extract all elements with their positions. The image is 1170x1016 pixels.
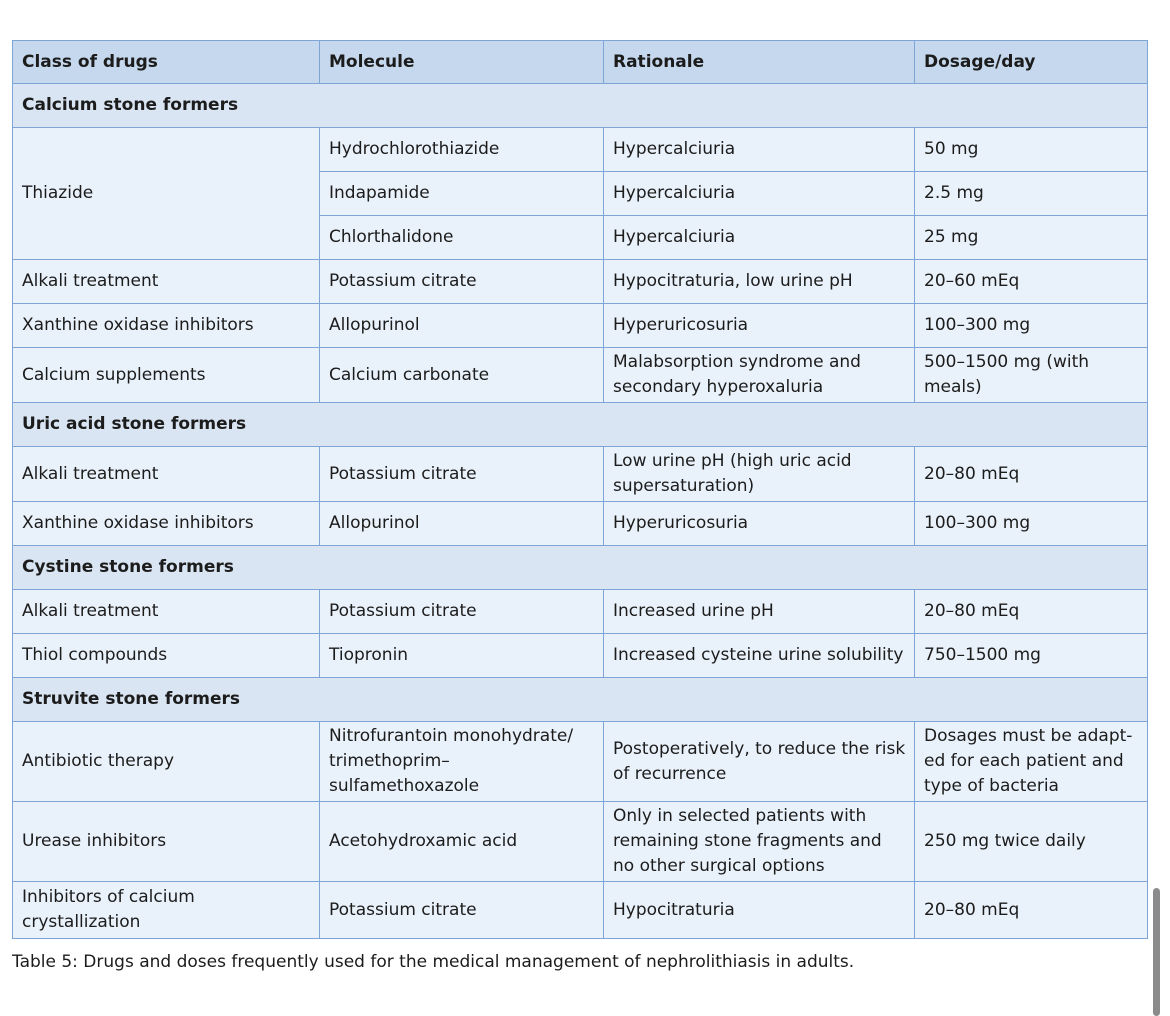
dosage-cell: Dosages must be adapt-ed for each patient and type of bacteria [915, 722, 1148, 802]
dosage-cell: 20–80 mEq [915, 447, 1148, 502]
table-row [13, 260, 1148, 304]
drug-class-cell: Thiol compounds [13, 634, 320, 678]
table-row [13, 882, 1148, 939]
dosage-cell: 250 mg twice daily [915, 802, 1148, 882]
rationale-cell: Low urine pH (high uric acid supersaturation) [604, 447, 915, 502]
drug-class-cell: Xanthine oxidase inhibitors [13, 502, 320, 546]
table-row [13, 802, 1148, 882]
table-row [13, 447, 1148, 502]
table-row [13, 502, 1148, 546]
section-row [13, 403, 1148, 447]
drug-class-cell: Inhibitors of calcium crystallization [13, 882, 320, 939]
section-title: Cystine stone formers [13, 546, 1148, 590]
dosage-cell: 100–300 mg [915, 502, 1148, 546]
dosage-cell: 2.5 mg [915, 172, 1148, 216]
rationale-cell: Only in selected patients with remaining stone fragments and no other surgical options [604, 802, 915, 882]
drug-class-cell: Alkali treatment [13, 447, 320, 502]
dosage-cell: 500–1500 mg (with meals) [915, 348, 1148, 403]
drug-class-cell: Thiazide [13, 128, 320, 260]
molecule-cell: Allopurinol [320, 502, 604, 546]
rationale-cell: Hypocitraturia [604, 882, 915, 939]
drug-class-cell: Alkali treatment [13, 590, 320, 634]
section-row [13, 678, 1148, 722]
table-row [13, 348, 1148, 403]
dosage-cell: 20–80 mEq [915, 590, 1148, 634]
dosage-cell: 25 mg [915, 216, 1148, 260]
table-row [13, 634, 1148, 678]
table-header [13, 41, 1148, 84]
dosage-cell: 20–80 mEq [915, 882, 1148, 939]
header-class-of-drugs: Class of drugs [13, 41, 320, 84]
section-title: Struvite stone formers [13, 678, 1148, 722]
rationale-cell: Increased urine pH [604, 590, 915, 634]
header-row [13, 41, 1148, 84]
molecule-cell: Potassium citrate [320, 882, 604, 939]
molecule-cell: Calcium carbonate [320, 348, 604, 403]
table-body [13, 84, 1148, 939]
drug-class-cell: Alkali treatment [13, 260, 320, 304]
drug-class-cell: Xanthine oxidase inhibitors [13, 304, 320, 348]
rationale-cell: Hypercalciuria [604, 216, 915, 260]
molecule-cell: Potassium citrate [320, 260, 604, 304]
drug-class-cell: Antibiotic therapy [13, 722, 320, 802]
rationale-cell: Hyperuricosuria [604, 304, 915, 348]
molecule-cell: Nitrofurantoin monohydrate/ trimethoprim–sulfamethoxazole [320, 722, 604, 802]
table-row [13, 722, 1148, 802]
header-rationale: Rationale [604, 41, 915, 84]
molecule-cell: Tiopronin [320, 634, 604, 678]
rationale-cell: Hypercalciuria [604, 128, 915, 172]
rationale-cell: Malabsorption syndrome and secondary hyperoxaluria [604, 348, 915, 403]
table-row [13, 304, 1148, 348]
drug-class-cell: Calcium supplements [13, 348, 320, 403]
drug-class-cell: Urease inhibitors [13, 802, 320, 882]
molecule-cell: Hydrochlorothiazide [320, 128, 604, 172]
table-row [13, 128, 1148, 172]
rationale-cell: Hypercalciuria [604, 172, 915, 216]
section-row [13, 84, 1148, 128]
molecule-cell: Chlorthalidone [320, 216, 604, 260]
molecule-cell: Indapamide [320, 172, 604, 216]
table-row [13, 590, 1148, 634]
drug-dosage-table [12, 40, 1148, 939]
scrollbar-thumb[interactable] [1153, 888, 1160, 1016]
rationale-cell: Increased cysteine urine solubility [604, 634, 915, 678]
molecule-cell: Potassium citrate [320, 590, 604, 634]
section-title: Calcium stone formers [13, 84, 1148, 128]
rationale-cell: Postoperatively, to reduce the risk of recurrence [604, 722, 915, 802]
molecule-cell: Allopurinol [320, 304, 604, 348]
dosage-cell: 100–300 mg [915, 304, 1148, 348]
header-dosage: Dosage/day [915, 41, 1148, 84]
dosage-cell: 750–1500 mg [915, 634, 1148, 678]
section-row [13, 546, 1148, 590]
dosage-cell: 50 mg [915, 128, 1148, 172]
section-title: Uric acid stone formers [13, 403, 1148, 447]
rationale-cell: Hyperuricosuria [604, 502, 915, 546]
dosage-cell: 20–60 mEq [915, 260, 1148, 304]
header-molecule: Molecule [320, 41, 604, 84]
rationale-cell: Hypocitraturia, low urine pH [604, 260, 915, 304]
molecule-cell: Acetohydroxamic acid [320, 802, 604, 882]
table-caption: Table 5: Drugs and doses frequently used for the medical management of nephrolithiasis in adults. [12, 952, 855, 972]
molecule-cell: Potassium citrate [320, 447, 604, 502]
